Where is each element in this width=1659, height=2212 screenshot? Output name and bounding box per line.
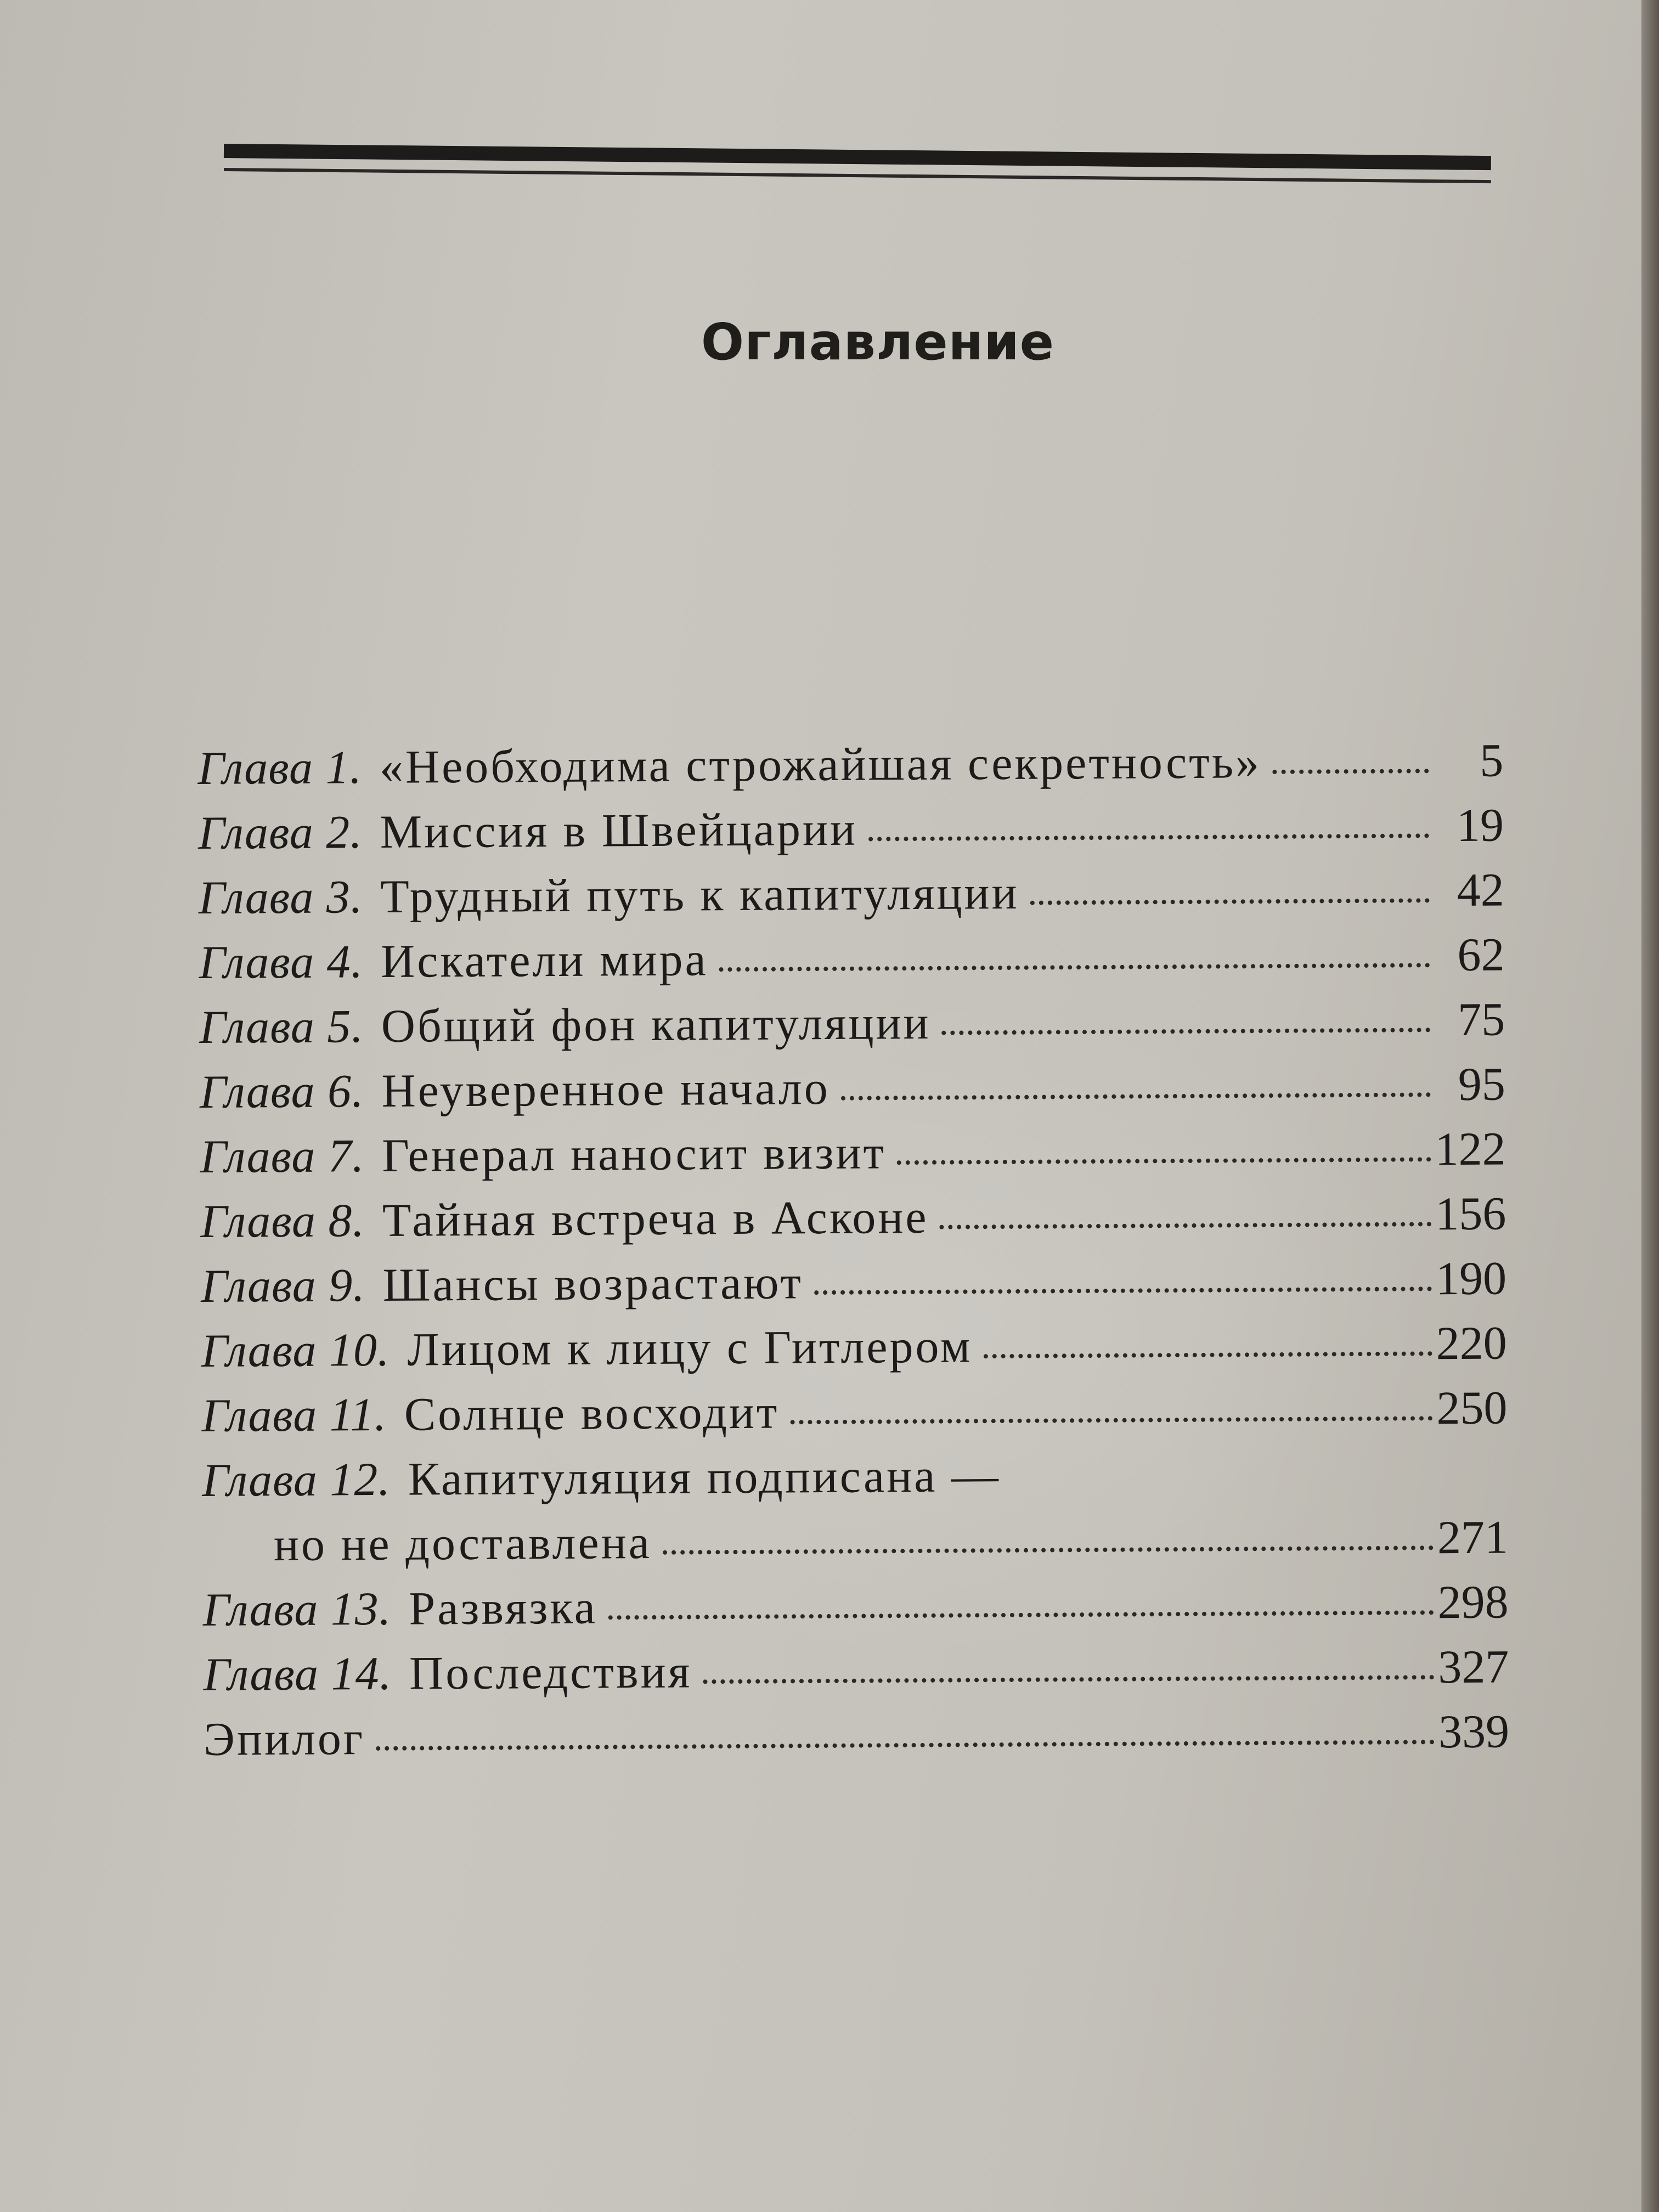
page-number: 95: [1458, 1057, 1506, 1110]
table-of-contents: [198, 732, 1509, 1776]
chapter-label: Глава 10.: [201, 1323, 390, 1377]
chapter-label: Глава 5.: [199, 1000, 364, 1053]
page-number: 122: [1435, 1122, 1506, 1176]
page-number: 75: [1457, 992, 1505, 1046]
chapter-title: Капитуляция подписана —: [408, 1449, 1001, 1505]
dot-leader: [791, 1416, 1433, 1424]
toc-entry: [200, 1056, 1506, 1129]
chapter-label: Глава 7.: [200, 1129, 365, 1183]
toc-entry: [198, 732, 1504, 805]
toc-entry: [202, 1444, 1508, 1517]
page-number: 62: [1457, 928, 1505, 981]
chapter-label: Глава 11.: [201, 1387, 387, 1442]
chapter-title: Последствия: [409, 1645, 692, 1700]
toc-entry-epilogue: [204, 1703, 1510, 1776]
dot-leader: [376, 1740, 1435, 1751]
dot-leader: [940, 1222, 1432, 1229]
chapter-title: Общий фон капитуляции: [381, 996, 931, 1052]
chapter-title: Генерал наносит визит: [381, 1126, 887, 1182]
page-number: 250: [1436, 1381, 1508, 1435]
header-rule-thick: [224, 144, 1491, 170]
chapter-label: Глава 3.: [198, 870, 363, 924]
chapter-label: Глава 8.: [200, 1194, 365, 1248]
chapter-title: Неуверенное начало: [381, 1061, 831, 1117]
chapter-title: «Необходима строжайшая секретность»: [379, 735, 1262, 793]
page-number: 42: [1457, 863, 1504, 916]
chapter-title: Миссия в Швейцарии: [380, 802, 858, 858]
chapter-label: Глава 2.: [198, 805, 363, 859]
page-number: 19: [1456, 798, 1504, 851]
page-number: 327: [1438, 1640, 1509, 1694]
toc-entry: [200, 1186, 1506, 1259]
dot-leader: [1030, 898, 1430, 905]
page-number: 220: [1436, 1316, 1508, 1370]
toc-entry-continuation: [202, 1509, 1509, 1582]
toc-entry: [198, 797, 1504, 870]
chapter-title: Лицом к лицу с Гитлером: [407, 1319, 973, 1376]
toc-entry: [203, 1639, 1509, 1712]
page-edge: [1641, 0, 1659, 2212]
chapter-label: Глава 6.: [199, 1064, 364, 1118]
page-number: 5: [1479, 733, 1504, 787]
page-number: 339: [1438, 1705, 1510, 1758]
chapter-label: Глава 1.: [198, 741, 363, 794]
dot-leader: [719, 963, 1430, 972]
chapter-label: Глава 14.: [203, 1646, 392, 1701]
chapter-title: Солнце восходит: [404, 1385, 780, 1441]
dot-leader: [814, 1286, 1432, 1295]
chapter-title: Тайная встреча в Асконе: [382, 1190, 929, 1246]
chapter-label: Глава 13.: [202, 1582, 392, 1636]
dot-leader: [983, 1351, 1432, 1358]
dot-leader: [868, 833, 1429, 841]
dot-leader: [703, 1675, 1434, 1684]
epilogue-title: Эпилог: [203, 1712, 365, 1765]
chapter-title: Искатели мира: [380, 933, 708, 988]
dot-leader: [663, 1545, 1434, 1555]
page-number: 298: [1437, 1575, 1509, 1629]
header-rule-thin: [224, 168, 1491, 183]
toc-entry: [201, 1315, 1507, 1388]
page-number: 271: [1437, 1510, 1509, 1564]
dot-leader: [841, 1092, 1431, 1101]
toc-entry: [200, 1121, 1506, 1194]
chapter-title-continuation: но не доставлена: [273, 1515, 652, 1571]
dot-leader: [608, 1610, 1434, 1620]
chapter-label: Глава 12.: [201, 1452, 391, 1506]
toc-entry: [198, 862, 1504, 935]
chapter-title: Развязка: [409, 1581, 598, 1635]
dot-leader: [897, 1157, 1431, 1165]
page-number: 156: [1435, 1187, 1506, 1240]
chapter-label: Глава 4.: [199, 935, 364, 989]
chapter-label: Глава 9.: [200, 1259, 366, 1312]
dot-leader: [942, 1028, 1431, 1035]
toc-entry: [199, 927, 1505, 1000]
toc-entry: [201, 1380, 1508, 1453]
chapter-title: Шансы возрастают: [382, 1256, 804, 1311]
page-number: 190: [1435, 1251, 1507, 1305]
chapter-title: Трудный путь к капитуляции: [380, 866, 1019, 923]
toc-entry: [199, 991, 1505, 1064]
page-title: Оглавление: [701, 313, 1055, 371]
toc-entry: [201, 1250, 1507, 1323]
dot-leader: [1272, 769, 1429, 774]
toc-entry: [202, 1574, 1509, 1647]
